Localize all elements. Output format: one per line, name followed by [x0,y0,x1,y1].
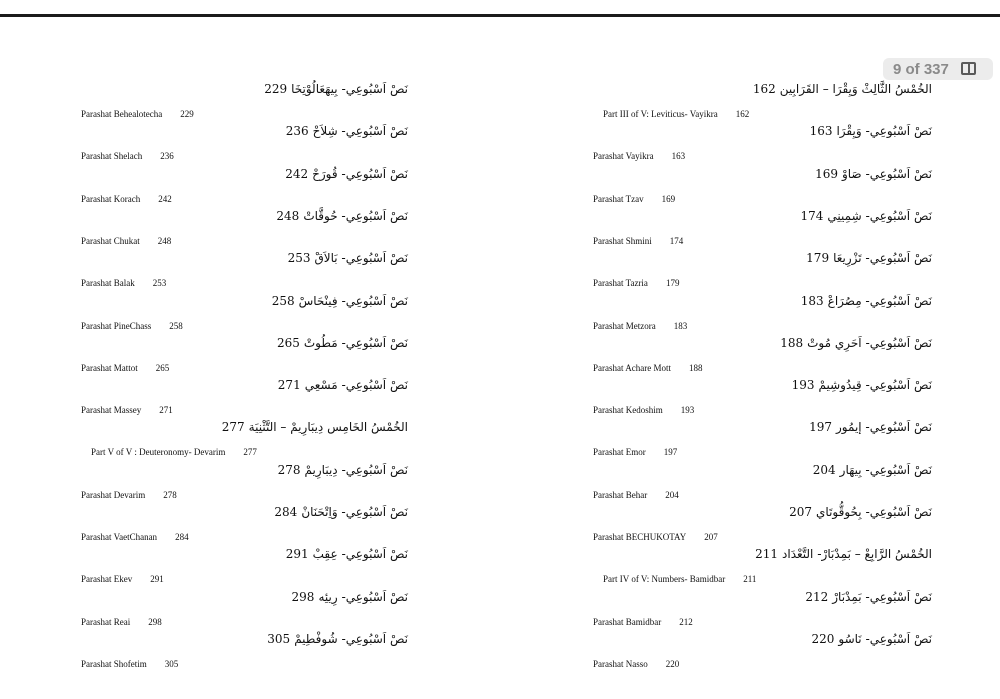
toc-entry-english-page: 242 [158,193,172,204]
toc-entry-english-title: Parashat Emor [593,447,646,458]
toc-entry-english-title: Parashat Massey [81,405,142,416]
toc-entry-arabic[interactable] [286,124,408,138]
toc-entry-english-page: 197 [663,447,678,458]
toc-entry-english-page: 253 [152,278,167,289]
toc-entry-arabic-title: نَصْ اَسْبُوعِي- شُوفْطِيمْ [294,631,408,646]
toc-entry-arabic[interactable] [292,590,408,604]
toc-entry-english-page: 212 [679,616,693,627]
toc-entry-arabic-title: نَصْ اَسْبُوعِي- بَمِدْبَارْ [832,589,932,604]
toc-entry-english-page: 169 [661,193,676,204]
toc-entry-arabic[interactable] [278,463,408,477]
toc-entry-english-title: Parashat Reai [81,616,131,627]
toc-entry-arabic-page: 277 [221,420,245,435]
toc-entry-arabic-title: نَصْ اَسْبُوعِي- فِينْحَاسْ [298,293,408,308]
toc-entry-arabic-title: نَصْ اَسْبُوعِي- قِيدُوشِيمْ [818,378,932,393]
toc-entry-arabic-page: 284 [274,505,298,519]
toc-entry-english[interactable] [81,574,164,584]
toc-entry-english-title: Part V of V : Deuteronomy- Devarim [91,447,226,458]
toc-entry-english-title: Parashat Tzav [593,193,644,204]
toc-entry-arabic-page: 258 [271,293,295,308]
toc-entry-english[interactable] [593,617,693,627]
toc-entry-arabic[interactable] [801,294,932,308]
toc-entry-english-page: 305 [164,658,179,669]
toc-entry-english[interactable] [91,447,257,457]
toc-entry-english-page: 229 [180,109,194,119]
toc-entry-english-title: Parashat Bamidbar [593,616,662,627]
toc-entry-english-page: 204 [665,489,679,500]
toc-entry-english-title: Part III of V: Leviticus- Vayikra [603,109,718,119]
toc-entry-english-title: Parashat Achare Mott [593,362,671,373]
toc-entry-english-page: 188 [688,362,703,373]
toc-entry-english[interactable] [81,321,183,331]
toc-entry-arabic-title: نَصْ اَسْبُوعِي- شِلاَحْ [312,124,408,139]
toc-entry-arabic[interactable] [272,294,408,308]
toc-entry-english-page: 183 [673,320,688,331]
toc-entry-arabic-page: 305 [267,631,291,646]
toc-entry-english[interactable] [593,532,718,542]
toc-entry-arabic-page: 265 [276,335,300,350]
toc-entry-english[interactable] [81,236,171,246]
toc-entry-english-title: Parashat Nasso [593,658,648,669]
toc-entry-english[interactable] [593,151,685,161]
toc-entry-english-page: 258 [169,320,183,331]
toc-entry-english[interactable] [593,236,683,246]
toc-entry-arabic-page: 220 [811,631,835,646]
toc-entry-arabic-page: 253 [287,251,311,266]
toc-entry-english[interactable] [81,194,172,204]
toc-entry-english-page: 248 [157,235,172,246]
toc-entry-english[interactable] [593,363,702,373]
toc-entry-english[interactable] [81,278,166,288]
toc-entry-arabic-title: نَصْ اَسْبُوعِي- وَيِقْرَا [836,124,932,139]
top-border [0,0,1000,17]
toc-entry-english-title: Parashat Vayikra [593,151,654,162]
toc-entry-english-title: Parashat Balak [81,278,135,289]
toc-entry-english-title: Parashat Devarim [81,489,146,500]
toc-entry-arabic[interactable] [264,82,408,96]
toc-entry-arabic-page: 163 [809,124,833,139]
toc-entry-english-page: 271 [159,405,173,416]
toc-entry-english-title: Parashat Shelach [81,151,143,162]
toc-entry-english-title: Part IV of V: Numbers- Bamidbar [603,574,726,585]
toc-entry-english-page: 179 [665,278,680,289]
toc-entry-arabic-title: نَصْ اَسْبُوعِي- نَاسُو [838,631,932,646]
toc-entry-arabic-page: 179 [806,251,830,266]
toc-entry-arabic-page: 193 [791,378,815,393]
toc-entry-arabic[interactable] [805,590,932,604]
toc-entry-english[interactable] [81,151,174,161]
toc-entry-arabic[interactable] [815,167,932,181]
toc-entry-english[interactable] [81,532,189,542]
toc-entry-arabic-page: 278 [277,462,301,477]
toc-entry-english-title: Parashat VaetChanan [81,532,158,542]
toc-entry-english[interactable] [593,659,679,669]
toc-entry-english-page: 163 [671,151,686,162]
toc-entry-english-page: 298 [148,616,162,627]
toc-entry-arabic[interactable] [811,632,932,646]
toc-entry-english-page: 291 [150,574,164,585]
toc-entry-arabic[interactable] [277,336,408,350]
toc-entry-english[interactable] [81,617,162,627]
toc-entry-arabic-page: 236 [285,124,309,139]
toc-entry-arabic-page: 174 [800,208,824,223]
toc-entry-english-title: Parashat Ekev [81,574,133,585]
toc-entry-arabic-page: 242 [285,166,309,181]
toc-entry-arabic-title: الخُمْسُ الرَّابِعْ – بَمِدْبَارْ- التَّعْدَاد [782,547,932,562]
toc-entry-arabic-title: نَصْ اَسْبُوعِي- قُورَحْ [312,166,408,181]
toc-entry-arabic[interactable] [285,167,408,181]
toc-entry-english[interactable] [81,659,178,669]
toc-entry-arabic-title: نَصْ اَسْبُوعِي- شِمِينِي [827,208,932,223]
toc-entry-arabic-page: 197 [809,420,833,435]
toc-entry-arabic-title: نَصْ اَسْبُوعِي- دِيبَارِيمْ [304,462,408,477]
toc-entry-english-title: Parashat Metzora [593,320,656,331]
toc-entry-arabic-title: نَصْ اَسْبُوعِي- بِيهَعَالُوْتِخَا [291,82,408,96]
toc-entry-english[interactable] [603,109,749,119]
toc-entry-arabic[interactable] [789,505,932,519]
page-indicator-badge[interactable] [883,58,993,80]
toc-entry-arabic[interactable] [792,378,932,392]
toc-entry-arabic-page: 207 [789,505,813,519]
toc-entry-english-title: Parashat Behealotecha [81,109,163,119]
toc-entry-arabic-title: الخُمْسُ الخَامِس دِيبَارِيمْ – التَّثْنِيَة [248,420,408,435]
toc-entry-arabic-title: نَصْ اَسْبُوعِي- وَاِتْحَنَانْ [301,505,408,519]
toc-entry-arabic-title: نَصْ اَسْبُوعِي- صَاوْ [841,166,932,181]
toc-entry-arabic-page: 204 [812,462,836,477]
toc-entry-arabic[interactable] [800,209,932,223]
toc-entry-english-title: Parashat Mattot [81,362,138,373]
toc-entry-english-title: Parashat Tazria [593,278,648,289]
toc-entry-arabic-title: نَصْ اَسْبُوعِي- رِيئِه [318,589,408,604]
toc-entry-english-title: Parashat PineChass [81,320,152,331]
toc-entry-arabic-page: 271 [277,378,301,393]
toc-entry-arabic-title: نَصْ اَسْبُوعِي- بَالاَقْ [314,251,408,266]
toc-entry-english-page: 277 [243,447,257,458]
toc-entry-arabic-title: نَصْ اَسْبُوعِي- حُوقَّاتْ [303,208,408,223]
page-indicator-text: 9 of 337 [893,60,949,78]
toc-entry-english[interactable] [593,490,679,500]
toc-entry-arabic-title: نَصْ اَسْبُوعِي- عِقِبْ [312,547,408,562]
toc-entry-arabic-title: نَصْ اَسْبُوعِي- مَطُوتْ [303,335,408,350]
toc-entry-arabic-page: 298 [291,589,315,604]
toc-entry-english[interactable] [593,278,679,288]
toc-entry-arabic[interactable] [286,547,408,561]
toc-entry-arabic-title: نَصْ اَسْبُوعِي- مَسْعِي [304,378,408,393]
toc-entry-arabic-title: نَصْ اَسْبُوعِي- بِيهَار [839,462,932,477]
toc-entry-arabic-page: 291 [285,547,309,562]
toc-entry-arabic[interactable] [806,251,932,265]
toc-entry-arabic[interactable] [274,505,408,519]
toc-entry-arabic[interactable] [813,463,932,477]
toc-entry-english[interactable] [593,194,675,204]
toc-entry-english-page: 174 [669,235,684,246]
toc-entry-english-page: 278 [163,489,177,500]
toc-entry-arabic[interactable] [810,124,932,138]
toc-entry-arabic-title: نَصْ اَسْبُوعِي- بِحُوقُّوتَاي [816,505,932,519]
toc-entry-arabic[interactable] [276,209,408,223]
toc-entry-english[interactable] [593,321,687,331]
toc-entry-arabic-title: نَصْ اَسْبُوعِي- إيمُور [836,420,932,435]
toc-entry-english-title: Parashat BECHUKOTAY [593,532,687,542]
toc-entry-english[interactable] [593,405,694,415]
toc-entry-arabic-title: نَصْ اَسْبُوعِي- مِصُرَاعْ [827,293,932,308]
toc-entry-arabic-page: 169 [815,166,838,181]
toc-entry-english-page: 211 [743,574,757,585]
toc-entry-arabic-page: 162 [752,82,776,96]
toc-entry-english-title: Parashat Korach [81,193,141,204]
toc-entry-english-page: 220 [665,658,680,669]
toc-entry-english-title: Parashat Shmini [593,235,652,246]
toc-entry-arabic[interactable] [278,378,408,392]
toc-entry-arabic-title: الخُمْسُ الثَّالِثْ وَيِقْرَا – القَرَابِين [779,82,932,96]
toc-entry-arabic-title: نَصْ اَسْبُوعِي- اَحَرِي مُوتْ [807,335,932,350]
toc-entry-english-title: Parashat Kedoshim [593,405,663,416]
toc-entry-english-title: Parashat Behar [593,489,648,500]
toc-entry-arabic-page: 188 [780,335,804,350]
toc-entry-english-title: Parashat Chukat [81,235,140,246]
toc-entry-english-page: 265 [155,362,170,373]
toc-entry-arabic-page: 248 [276,208,300,223]
toc-entry-arabic-page: 229 [264,82,288,96]
toc-entry-arabic[interactable] [780,336,932,350]
toc-entry-arabic[interactable] [755,547,932,561]
toc-entry-arabic[interactable] [809,420,932,434]
toc-entry-english-page: 162 [735,109,750,119]
toc-entry-english[interactable] [81,363,169,373]
toc-entry-english[interactable] [81,405,173,415]
toc-entry-arabic-page: 211 [755,547,779,562]
toc-entry-arabic[interactable] [267,632,408,646]
toc-entry-arabic-page: 183 [800,293,824,308]
toc-entry-english-page: 207 [704,532,718,542]
toc-entry-english-page: 236 [160,151,174,162]
toc-entry-arabic-title: نَصْ اَسْبُوعِي- تَزْرِيعَا [833,251,932,266]
toc-entry-arabic-page: 212 [805,589,829,604]
toc-entry-arabic[interactable] [222,420,408,434]
toc-entry-english[interactable] [81,490,177,500]
toc-entry-arabic[interactable] [288,251,408,265]
toc-entry-english[interactable] [603,574,756,584]
toc-entry-arabic[interactable] [753,82,932,96]
toc-entry-english[interactable] [593,447,677,457]
toc-entry-english-page: 284 [175,532,189,542]
toc-entry-english-page: 193 [680,405,695,416]
toc-entry-english-title: Parashat Shofetim [81,658,147,669]
toc-entry-english[interactable] [81,109,194,119]
sidebar-toggle-icon[interactable] [961,62,976,75]
